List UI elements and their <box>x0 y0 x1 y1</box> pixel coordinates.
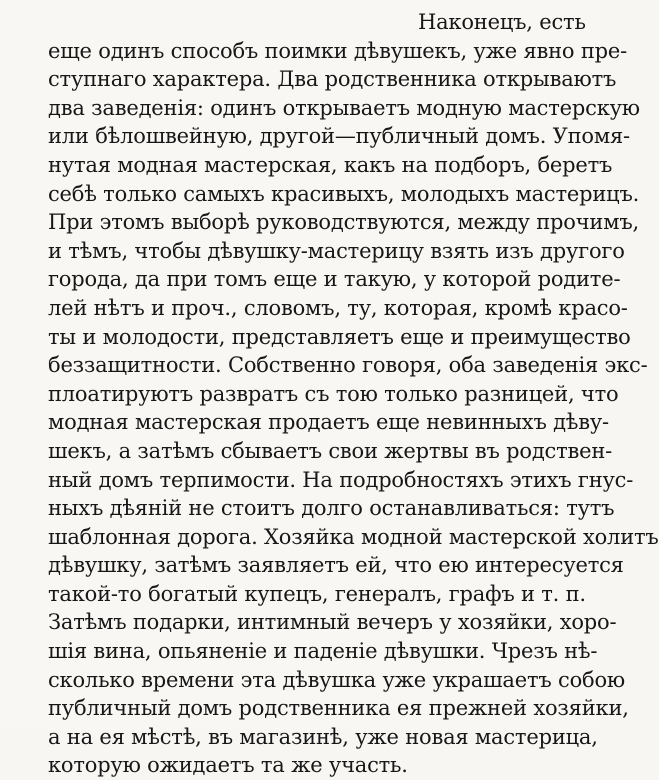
text-line-26: а на ея мѣстѣ, въ магазинѣ, уже новая мастерица, <box>48 724 598 749</box>
text-line-1: Наконецъ, есть <box>418 10 586 34</box>
text-line-18: ныхъ дѣяній не стоитъ долго останавливаться: тутъ <box>48 496 615 521</box>
text-line-23: шія вина, опьяненіе и паденіе дѣвушки. Чрезъ нѣ- <box>48 639 598 664</box>
text-line-7: себѣ только самыхъ красивыхъ, молодыхъ мастерицъ. <box>48 181 640 206</box>
text-line-19: шаблонная дорога. Хозяйка модной мастерской холитъ <box>48 524 659 549</box>
text-line-15: модная мастерская продаетъ еще невинныхъ дѣву- <box>48 410 609 435</box>
text-line-27: которую ожидаетъ та же участь. <box>48 753 408 778</box>
text-line-9: и тѣмъ, чтобы дѣвушку-мастерицу взять изъ другого <box>48 238 625 263</box>
text-line-13: беззащитности. Собственно говоря, оба заведенія экс- <box>48 353 648 378</box>
text-line-11: лей нѣтъ и проч., словомъ, ту, которая, кромѣ красо- <box>48 295 628 320</box>
text-line-24: сколько времени эта дѣвушка уже украшаетъ собою <box>48 667 625 692</box>
text-line-4: два заведенія: одинъ открываетъ модную мастерскую <box>48 95 640 120</box>
text-line-17: ный домъ терпимости. На подробностяхъ этихъ гнус- <box>48 467 634 492</box>
text-line-16: шекъ, а затѣмъ сбываетъ свои жертвы въ родствен- <box>48 438 613 463</box>
text-line-14: плоатируютъ развратъ съ тою только разницей, что <box>48 381 619 406</box>
text-line-8: При этомъ выборѣ руководствуются, между прочимъ, <box>48 210 639 235</box>
text-line-25: публичный домъ родственника ея прежней хозяйки, <box>48 696 629 721</box>
text-line-5: или бѣлошвейную, другой—публичный домъ. Упомя- <box>48 124 630 149</box>
text-line-20: дѣвушку, затѣмъ заявляетъ ей, что ею интересуется <box>48 553 624 578</box>
text-line-12: ты и молодости, представляетъ еще и преимущество <box>48 324 631 349</box>
text-line-21: такой-то богатый купецъ, генералъ, графъ и т. п. <box>48 581 586 606</box>
text-line-22: Затѣмъ подарки, интимный вечеръ у хозяйки, хоро- <box>48 610 617 635</box>
body-text <box>48 8 659 780</box>
text-line-2: еще одинъ способъ поимки дѣвушекъ, уже явно пре- <box>48 38 627 63</box>
text-line-3: ступнаго характера. Два родственника открываютъ <box>48 67 617 92</box>
text-line-10: города, да при томъ еще и такую, у которой родите- <box>48 267 621 292</box>
text-line-6: нутая модная мастерская, какъ на подборъ, беретъ <box>48 152 613 177</box>
